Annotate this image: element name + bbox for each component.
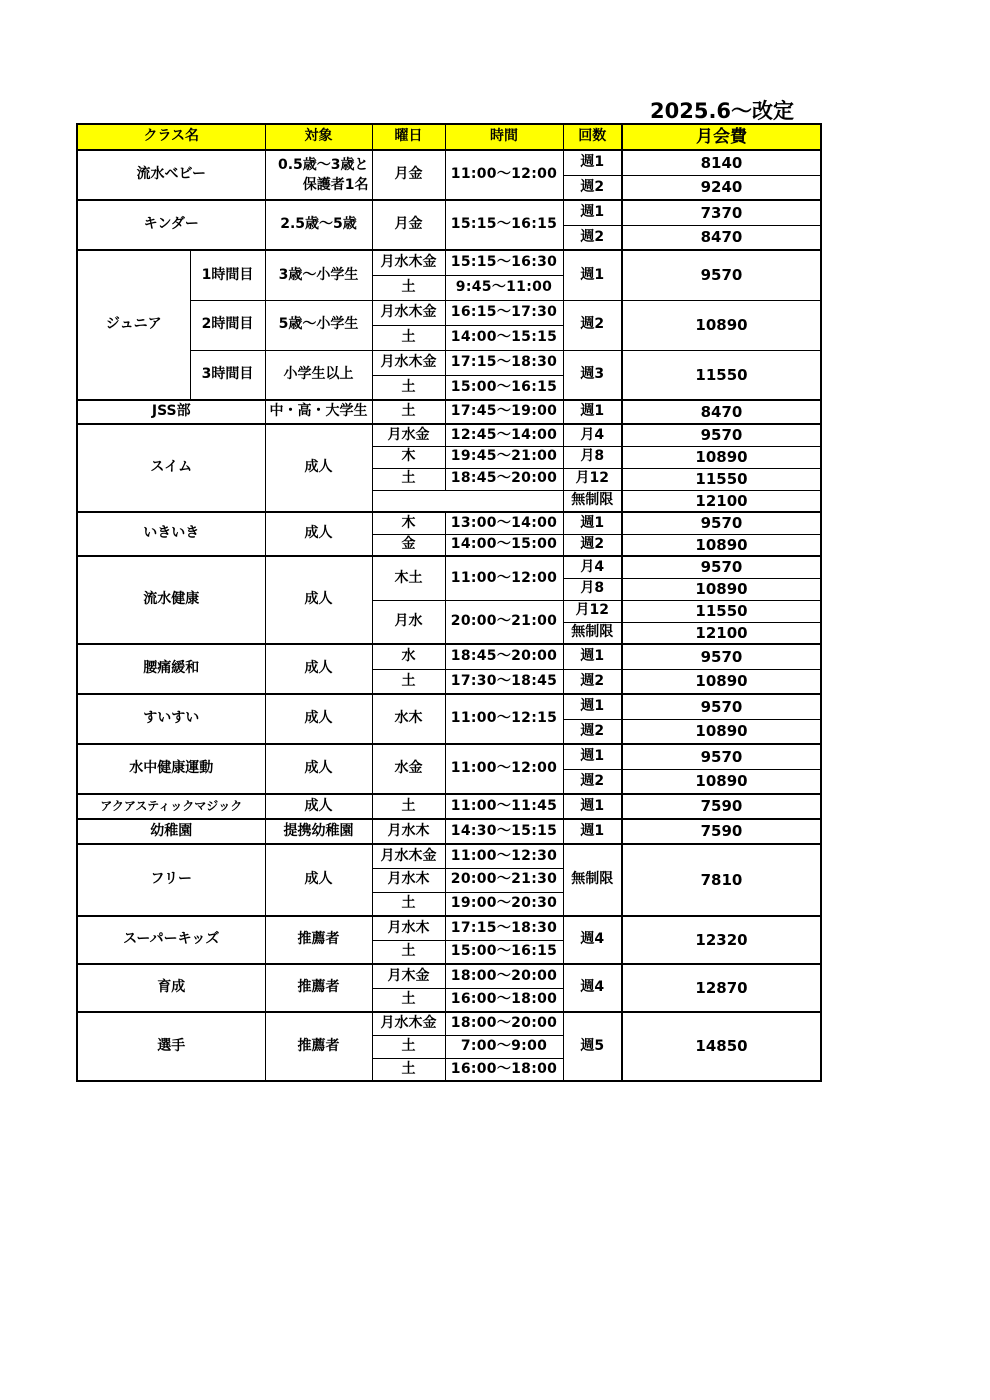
freq-cell: 週1 bbox=[563, 794, 622, 819]
day-cell: 水木 bbox=[372, 694, 445, 744]
target-cell: 成人 bbox=[265, 556, 372, 644]
day-cell: 土 bbox=[372, 1058, 445, 1081]
table-row bbox=[77, 512, 821, 534]
target-cell: 3歳～小学生 bbox=[265, 250, 372, 300]
time-cell: 16:15～17:30 bbox=[445, 300, 563, 325]
fee-cell: 12100 bbox=[622, 622, 821, 644]
class-name: アクアスティックマジック bbox=[77, 794, 265, 819]
freq-cell: 週2 bbox=[563, 175, 622, 200]
time-cell: 13:00～14:00 bbox=[445, 512, 563, 534]
table-row bbox=[77, 400, 821, 424]
day-cell: 木 bbox=[372, 446, 445, 468]
fee-cell: 8140 bbox=[622, 150, 821, 175]
fee-cell: 10890 bbox=[622, 534, 821, 556]
table-row bbox=[77, 644, 821, 669]
class-name: スイム bbox=[77, 424, 265, 512]
class-name: 幼稚園 bbox=[77, 819, 265, 844]
day-cell: 土 bbox=[372, 669, 445, 694]
fee-cell: 8470 bbox=[622, 225, 821, 250]
fee-cell: 10890 bbox=[622, 769, 821, 794]
fee-cell: 8470 bbox=[622, 400, 821, 424]
time-cell: 12:45～14:00 bbox=[445, 424, 563, 446]
fee-cell: 9240 bbox=[622, 175, 821, 200]
time-cell: 15:15～16:15 bbox=[445, 200, 563, 250]
fee-cell: 12100 bbox=[622, 490, 821, 512]
table-row bbox=[77, 1012, 821, 1035]
target-cell: 小学生以上 bbox=[265, 350, 372, 400]
target-cell: 中・高・大学生 bbox=[265, 400, 372, 424]
header-class: クラス名 bbox=[77, 124, 265, 150]
table-row bbox=[77, 424, 821, 446]
day-cell: 月水木金 bbox=[372, 350, 445, 375]
day-cell: 月木金 bbox=[372, 964, 445, 988]
time-cell: 18:00～20:00 bbox=[445, 964, 563, 988]
day-cell: 水金 bbox=[372, 744, 445, 794]
day-cell: 月水木 bbox=[372, 916, 445, 940]
fee-cell: 7370 bbox=[622, 200, 821, 225]
class-name: フリー bbox=[77, 844, 265, 916]
target-cell: 成人 bbox=[265, 794, 372, 819]
time-cell: 15:15～16:30 bbox=[445, 250, 563, 275]
sub-class: 1時間目 bbox=[190, 250, 265, 300]
fee-cell: 10890 bbox=[622, 669, 821, 694]
freq-cell: 週1 bbox=[563, 400, 622, 424]
freq-cell: 週1 bbox=[563, 250, 622, 300]
day-cell: 土 bbox=[372, 375, 445, 400]
target-cell: 0.5歳～3歳と 保護者1名 bbox=[265, 150, 372, 200]
time-cell: 11:00～12:30 bbox=[445, 844, 563, 868]
class-name: スーパーキッズ bbox=[77, 916, 265, 964]
fee-cell: 11550 bbox=[622, 350, 821, 400]
day-cell: 土 bbox=[372, 400, 445, 424]
class-name: 育成 bbox=[77, 964, 265, 1012]
table-row bbox=[77, 916, 821, 940]
freq-cell: 無制限 bbox=[563, 622, 622, 644]
target-cell: 成人 bbox=[265, 644, 372, 694]
time-cell: 11:00～12:00 bbox=[445, 556, 563, 600]
time-cell: 15:00～16:15 bbox=[445, 940, 563, 964]
day-cell: 月水木金 bbox=[372, 250, 445, 275]
class-name: すいすい bbox=[77, 694, 265, 744]
freq-cell: 週4 bbox=[563, 964, 622, 1012]
time-cell: 19:45～21:00 bbox=[445, 446, 563, 468]
fee-cell: 9570 bbox=[622, 424, 821, 446]
time-cell: 17:15～18:30 bbox=[445, 916, 563, 940]
freq-cell: 月12 bbox=[563, 600, 622, 622]
fee-cell: 12320 bbox=[622, 916, 821, 964]
fee-cell: 7590 bbox=[622, 819, 821, 844]
freq-cell: 無制限 bbox=[563, 490, 622, 512]
day-cell: 月金 bbox=[372, 150, 445, 200]
fee-cell: 11550 bbox=[622, 468, 821, 490]
freq-cell: 週1 bbox=[563, 819, 622, 844]
day-cell: 月水金 bbox=[372, 424, 445, 446]
freq-cell: 週1 bbox=[563, 694, 622, 719]
header-target: 対象 bbox=[265, 124, 372, 150]
empty-cell bbox=[372, 490, 563, 512]
time-cell: 16:00～18:00 bbox=[445, 1058, 563, 1081]
time-cell: 11:00～12:00 bbox=[445, 744, 563, 794]
freq-cell: 週1 bbox=[563, 150, 622, 175]
time-cell: 7:00～9:00 bbox=[445, 1035, 563, 1058]
time-cell: 17:15～18:30 bbox=[445, 350, 563, 375]
day-cell: 水 bbox=[372, 644, 445, 669]
freq-cell: 月12 bbox=[563, 468, 622, 490]
target-cell: 提携幼稚園 bbox=[265, 819, 372, 844]
fee-cell: 10890 bbox=[622, 719, 821, 744]
class-name: 選手 bbox=[77, 1012, 265, 1081]
target-cell: 成人 bbox=[265, 844, 372, 916]
freq-cell: 週1 bbox=[563, 200, 622, 225]
fee-cell: 9570 bbox=[622, 556, 821, 578]
fee-cell: 9570 bbox=[622, 694, 821, 719]
fee-cell: 9570 bbox=[622, 744, 821, 769]
target-cell: 成人 bbox=[265, 424, 372, 512]
freq-cell: 週2 bbox=[563, 534, 622, 556]
table-row bbox=[77, 150, 821, 175]
time-cell: 14:30～15:15 bbox=[445, 819, 563, 844]
fee-cell: 10890 bbox=[622, 300, 821, 350]
fee-cell: 12870 bbox=[622, 964, 821, 1012]
table-row bbox=[77, 250, 821, 275]
time-cell: 14:00～15:00 bbox=[445, 534, 563, 556]
time-cell: 11:00～11:45 bbox=[445, 794, 563, 819]
table-row bbox=[77, 744, 821, 769]
time-cell: 14:00～15:15 bbox=[445, 325, 563, 350]
time-cell: 17:45～19:00 bbox=[445, 400, 563, 424]
freq-cell: 週1 bbox=[563, 512, 622, 534]
freq-cell: 月8 bbox=[563, 578, 622, 600]
freq-cell: 週2 bbox=[563, 300, 622, 350]
freq-cell: 月4 bbox=[563, 556, 622, 578]
day-cell: 土 bbox=[372, 275, 445, 300]
fee-cell: 10890 bbox=[622, 446, 821, 468]
fee-cell: 9570 bbox=[622, 512, 821, 534]
fee-cell: 11550 bbox=[622, 600, 821, 622]
target-cell: 成人 bbox=[265, 512, 372, 556]
target-cell: 5歳～小学生 bbox=[265, 300, 372, 350]
freq-cell: 週2 bbox=[563, 719, 622, 744]
fee-table bbox=[76, 123, 822, 1082]
time-cell: 11:00～12:00 bbox=[445, 150, 563, 200]
sub-class: 3時間目 bbox=[190, 350, 265, 400]
class-name: 流水ベビー bbox=[77, 150, 265, 200]
freq-cell: 週1 bbox=[563, 644, 622, 669]
time-cell: 18:00～20:00 bbox=[445, 1012, 563, 1035]
day-cell: 土 bbox=[372, 1035, 445, 1058]
target-cell: 推薦者 bbox=[265, 964, 372, 1012]
time-cell: 18:45～20:00 bbox=[445, 468, 563, 490]
day-cell: 土 bbox=[372, 794, 445, 819]
fee-cell: 7810 bbox=[622, 844, 821, 916]
header-day: 曜日 bbox=[372, 124, 445, 150]
target-cell: 成人 bbox=[265, 744, 372, 794]
header-freq: 回数 bbox=[563, 124, 622, 150]
day-cell: 月水木 bbox=[372, 819, 445, 844]
target-cell: 2.5歳～5歳 bbox=[265, 200, 372, 250]
class-name: いきいき bbox=[77, 512, 265, 556]
fee-cell: 14850 bbox=[622, 1012, 821, 1081]
freq-cell: 週4 bbox=[563, 916, 622, 964]
day-cell: 土 bbox=[372, 940, 445, 964]
sub-class: 2時間目 bbox=[190, 300, 265, 350]
day-cell: 土 bbox=[372, 892, 445, 916]
time-cell: 18:45～20:00 bbox=[445, 644, 563, 669]
freq-cell: 週2 bbox=[563, 669, 622, 694]
day-cell: 月水木金 bbox=[372, 844, 445, 868]
time-cell: 19:00～20:30 bbox=[445, 892, 563, 916]
time-cell: 15:00～16:15 bbox=[445, 375, 563, 400]
time-cell: 11:00～12:15 bbox=[445, 694, 563, 744]
class-name: 流水健康 bbox=[77, 556, 265, 644]
day-cell: 月金 bbox=[372, 200, 445, 250]
table-row bbox=[77, 794, 821, 819]
day-cell: 土 bbox=[372, 468, 445, 490]
fee-cell: 10890 bbox=[622, 578, 821, 600]
day-cell: 木土 bbox=[372, 556, 445, 600]
table-row bbox=[77, 200, 821, 225]
fee-cell: 9570 bbox=[622, 250, 821, 300]
freq-cell: 週3 bbox=[563, 350, 622, 400]
freq-cell: 週5 bbox=[563, 1012, 622, 1081]
day-cell: 金 bbox=[372, 534, 445, 556]
class-name: キンダー bbox=[77, 200, 265, 250]
day-cell: 木 bbox=[372, 512, 445, 534]
table-row bbox=[77, 694, 821, 719]
day-cell: 土 bbox=[372, 988, 445, 1012]
table-row bbox=[77, 964, 821, 988]
day-cell: 月水 bbox=[372, 600, 445, 644]
day-cell: 月水木 bbox=[372, 868, 445, 892]
table-row bbox=[77, 819, 821, 844]
header-row bbox=[77, 124, 821, 150]
time-cell: 17:30～18:45 bbox=[445, 669, 563, 694]
day-cell: 土 bbox=[372, 325, 445, 350]
class-name: 水中健康運動 bbox=[77, 744, 265, 794]
class-name: JSS部 bbox=[77, 400, 265, 424]
target-cell: 成人 bbox=[265, 694, 372, 744]
time-cell: 20:00～21:00 bbox=[445, 600, 563, 644]
class-name: 腰痛緩和 bbox=[77, 644, 265, 694]
freq-cell: 週2 bbox=[563, 769, 622, 794]
freq-cell: 月8 bbox=[563, 446, 622, 468]
fee-cell: 7590 bbox=[622, 794, 821, 819]
freq-cell: 週2 bbox=[563, 225, 622, 250]
time-cell: 16:00～18:00 bbox=[445, 988, 563, 1012]
class-name: ジュニア bbox=[77, 250, 190, 400]
target-cell: 推薦者 bbox=[265, 916, 372, 964]
day-cell: 月水木金 bbox=[372, 1012, 445, 1035]
page-title: 2025.6～改定 bbox=[650, 99, 795, 123]
table-row bbox=[77, 556, 821, 578]
fee-cell: 9570 bbox=[622, 644, 821, 669]
header-fee: 月会費 bbox=[622, 124, 821, 150]
table-row bbox=[77, 844, 821, 868]
target-cell: 推薦者 bbox=[265, 1012, 372, 1081]
time-cell: 20:00～21:30 bbox=[445, 868, 563, 892]
freq-cell: 月4 bbox=[563, 424, 622, 446]
day-cell: 月水木金 bbox=[372, 300, 445, 325]
time-cell: 9:45～11:00 bbox=[445, 275, 563, 300]
freq-cell: 週1 bbox=[563, 744, 622, 769]
header-time: 時間 bbox=[445, 124, 563, 150]
freq-cell: 無制限 bbox=[563, 844, 622, 916]
